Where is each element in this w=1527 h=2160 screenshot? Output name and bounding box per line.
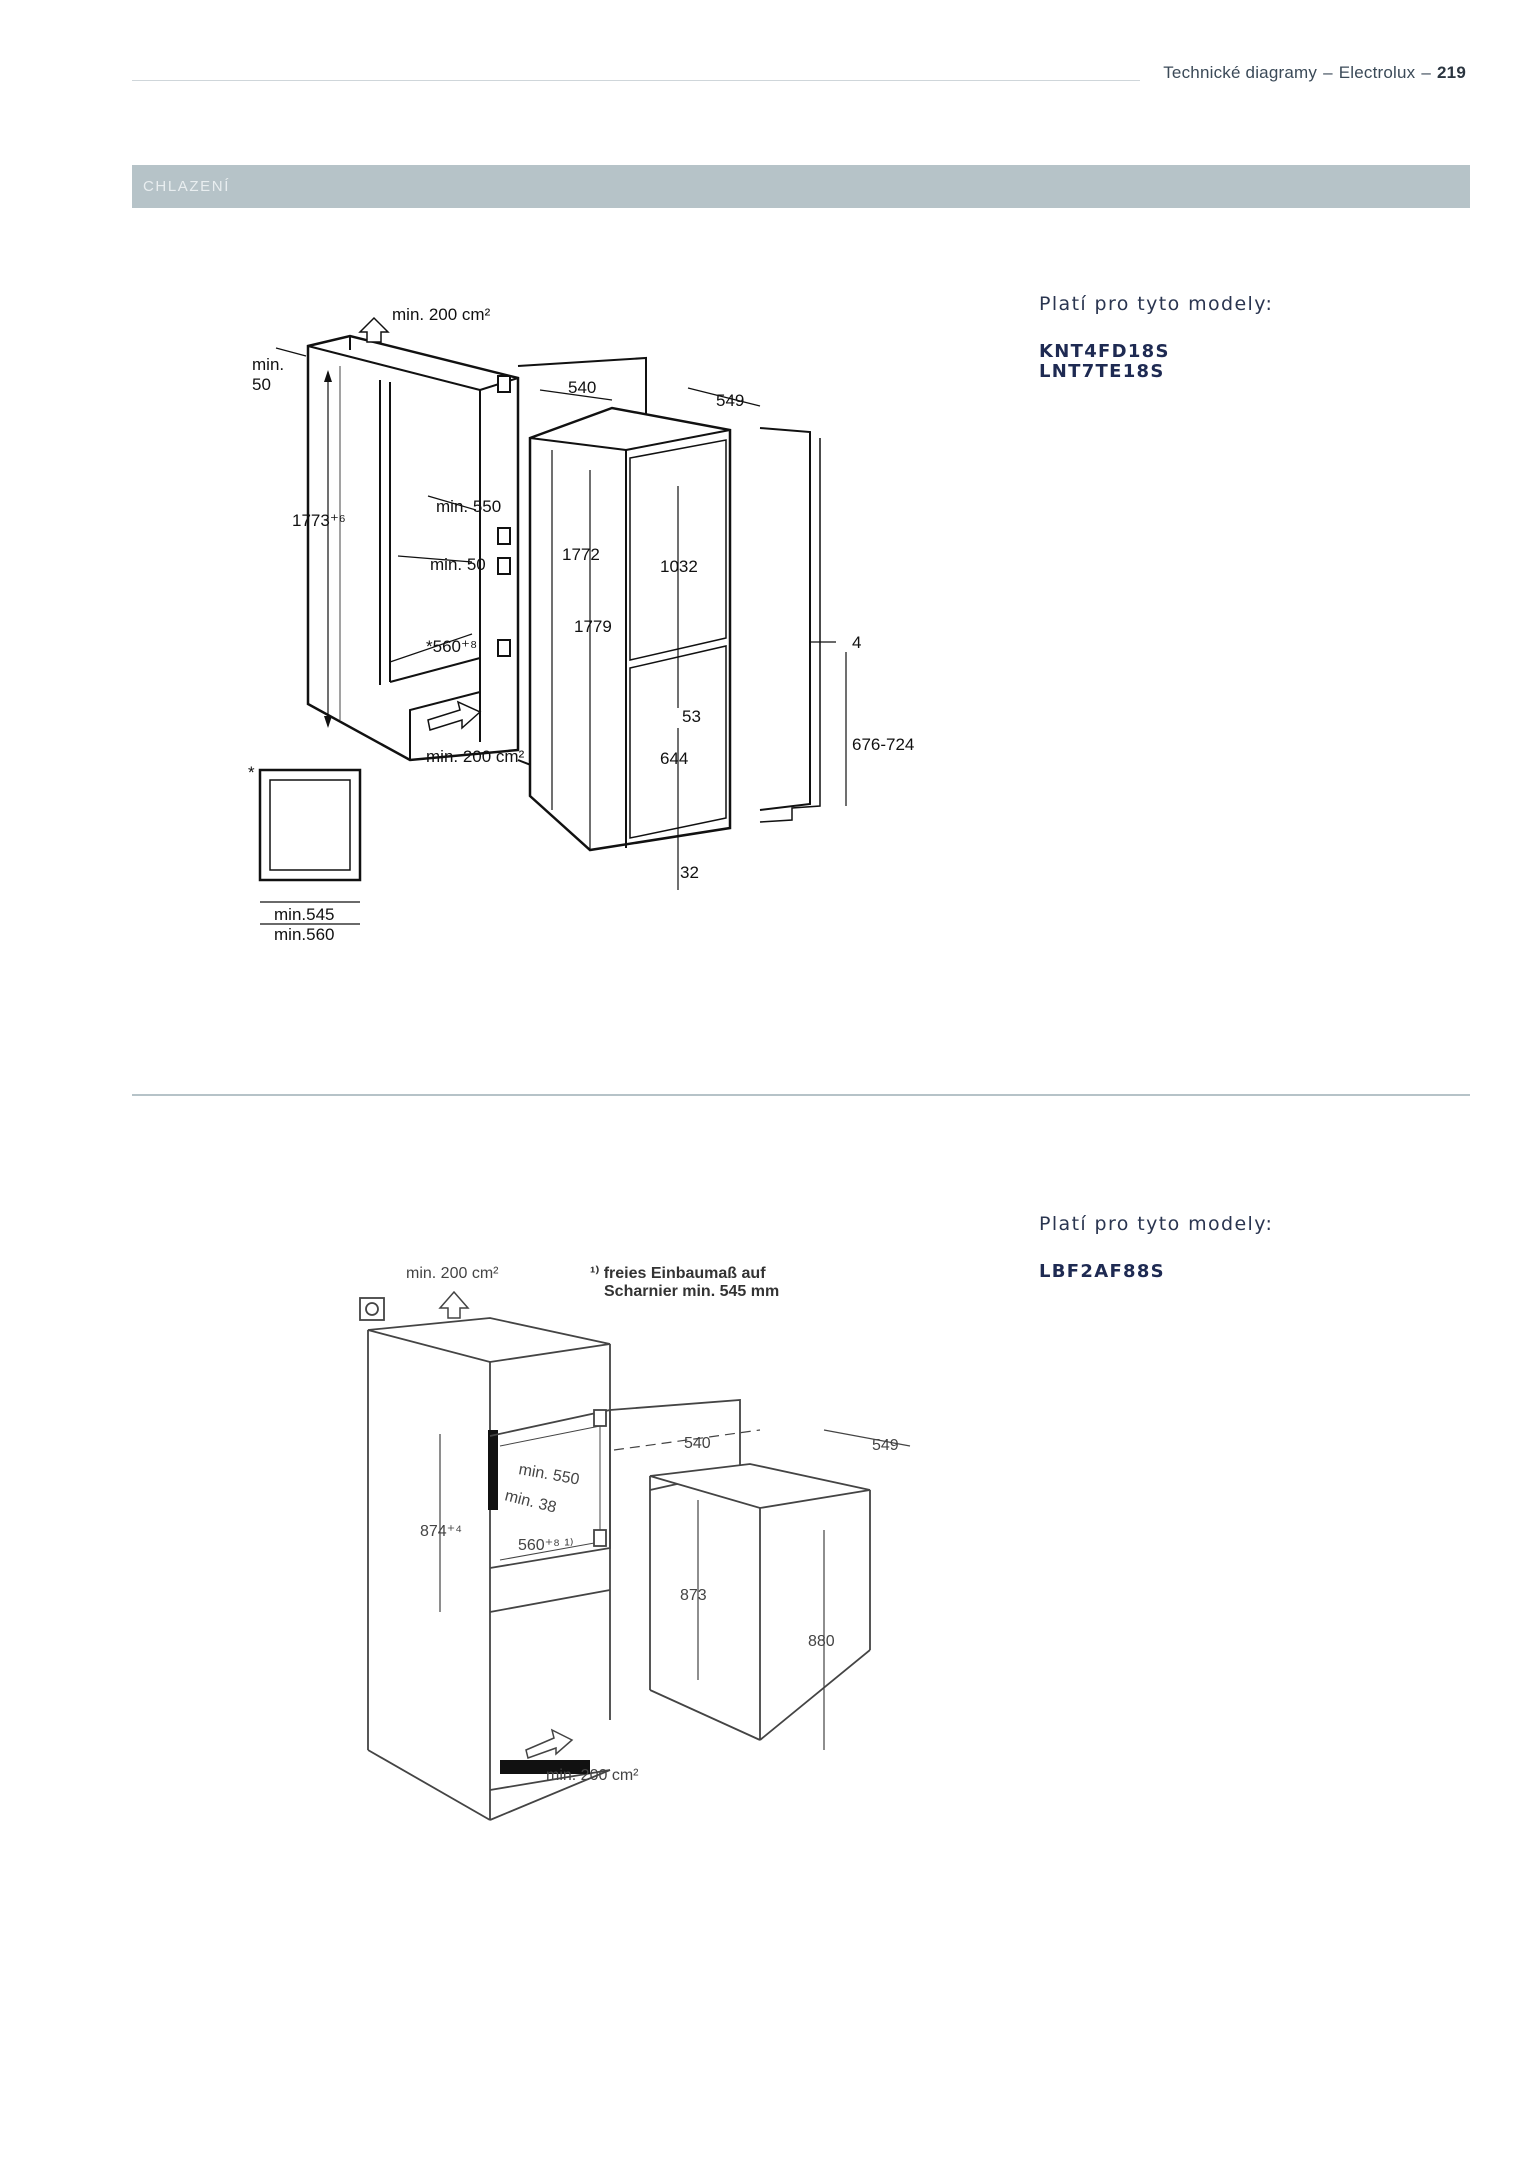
dim-min560: min.560 — [274, 925, 335, 944]
vent-top-label: min. 200 cm² — [392, 305, 491, 324]
dim-50-text: 50 — [252, 375, 271, 394]
footnote-line2: Scharnier min. 545 mm — [604, 1283, 780, 1300]
model-list — [1039, 342, 1273, 382]
dim-1773: 1773⁺⁶ — [292, 511, 346, 530]
dim-549: 549 — [716, 391, 745, 410]
vent-bottom-label: min. 200 cm² — [426, 747, 525, 766]
vent-bottom-label: min. 200 cm² — [546, 1767, 639, 1784]
dim-873: 873 — [680, 1587, 707, 1604]
dim-540: 540 — [568, 378, 597, 397]
dim-32: 32 — [680, 863, 699, 882]
dim-1032: 1032 — [660, 557, 698, 576]
installation-diagram-1 — [240, 290, 940, 970]
dim-676-724: 676-724 — [852, 735, 915, 754]
dim-min50: min. 50 — [430, 555, 486, 574]
dim-min-text: min. — [252, 355, 285, 374]
model-item: LNT7TE18S — [1039, 361, 1165, 382]
section-title: Technické diagramy — [1163, 63, 1318, 82]
section-divider — [132, 1094, 1470, 1096]
dim-549: 549 — [872, 1437, 899, 1454]
model-item: LBF2AF88S — [1039, 1261, 1165, 1282]
models-label: Platí pro tyto modely: — [1039, 293, 1274, 315]
dim-min545: min.545 — [274, 905, 335, 924]
category-band — [132, 165, 1470, 208]
header-rule — [132, 80, 1140, 81]
star-note: * — [248, 763, 255, 782]
dim-4: 4 — [852, 633, 862, 652]
dim-560: *560⁺⁸ — [426, 637, 478, 656]
power-socket-icon — [360, 1298, 384, 1320]
footnote-line1: ¹⁾ freies Einbaumaß auf — [590, 1265, 766, 1282]
brand-name: Electrolux — [1338, 63, 1416, 82]
models-block-2 — [1039, 1213, 1273, 1282]
installation-diagram-2 — [350, 1250, 930, 1830]
model-list — [1039, 1262, 1273, 1282]
dim-560: 560⁺⁸ ¹⁾ — [518, 1537, 574, 1554]
model-item: KNT4FD18S — [1039, 341, 1170, 362]
dim-1779: 1779 — [574, 617, 612, 636]
dim-880: 880 — [808, 1633, 835, 1650]
models-block-1 — [1039, 293, 1273, 382]
dim-min550: min. 550 — [517, 1461, 581, 1489]
dim-874: 874⁺⁴ — [420, 1523, 463, 1540]
models-label: Platí pro tyto modely: — [1039, 1213, 1274, 1235]
dim-644: 644 — [660, 749, 689, 768]
dim-min38: min. 38 — [503, 1487, 559, 1517]
dim-min550: min. 550 — [436, 497, 502, 516]
dim-540: 540 — [684, 1435, 711, 1452]
running-header: Technické diagramy – Electrolux – 219 — [1163, 63, 1466, 82]
category-label: CHLAZENÍ — [143, 178, 230, 195]
dim-1772: 1772 — [562, 545, 600, 564]
dim-53: 53 — [682, 707, 701, 726]
vent-top-label: min. 200 cm² — [406, 1265, 499, 1282]
page-number: 219 — [1437, 63, 1466, 82]
